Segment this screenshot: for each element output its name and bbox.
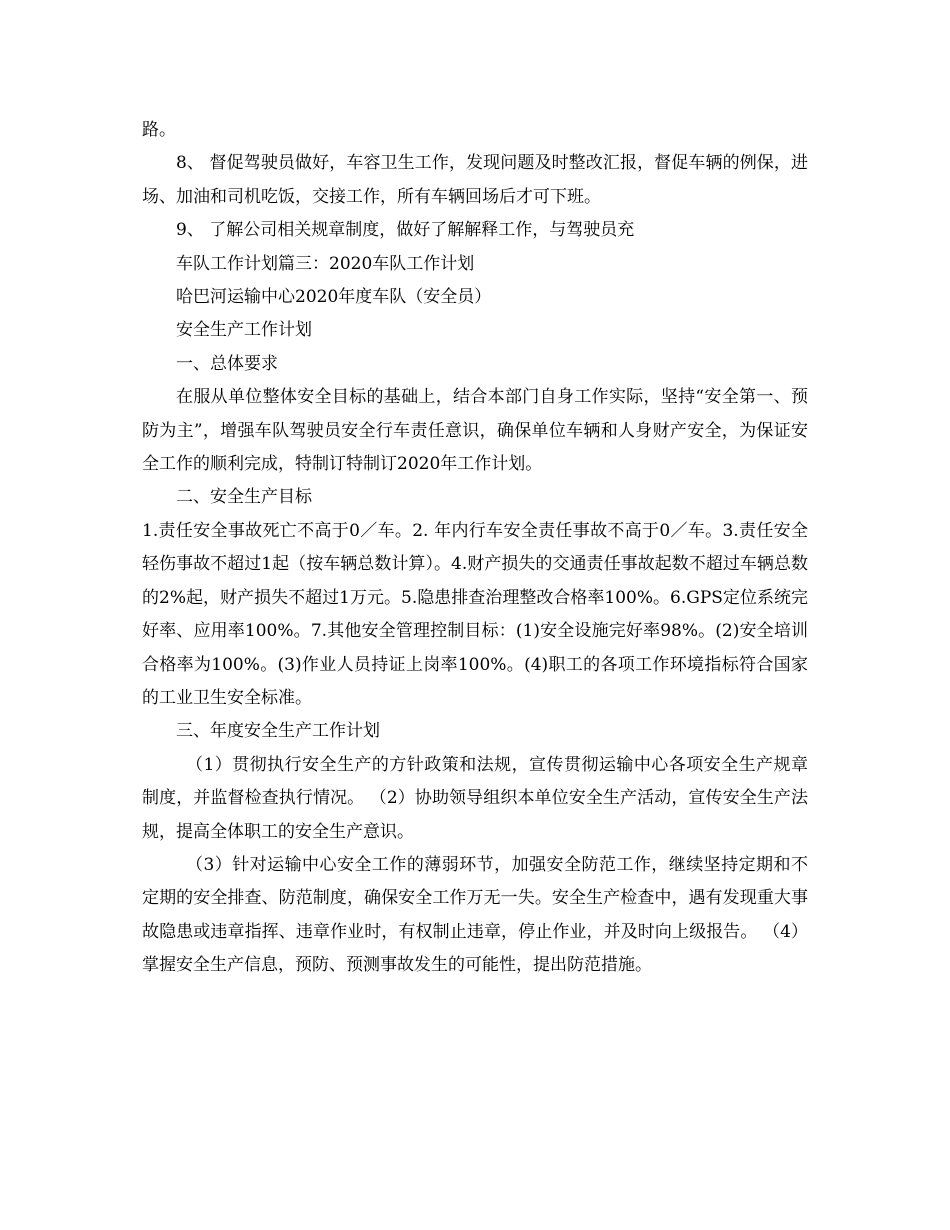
heading-safety-goals: 二、安全生产目标 [176,487,312,508]
section-title-fleet-plan-3: 车队工作计划篇三：2020车队工作计划 [176,253,475,274]
paragraph-annual-plan-1-2: （1）贯彻执行安全生产的方针政策和法规，宣传贯彻运输中心各项安全生产规章制度，并监督检查执行情况。 （2）协助领导组织本单位安全生产活动，宣传安全生产法规，提高全体职工的安全生产意识。 [142,754,808,842]
paragraph-item-9: 9、 了解公司相关规章制度，做好了解解释工作，与驾驶员充 [176,220,635,241]
paragraph-safety-goals: 1.责任安全事故死亡不高于0／车。2. 年内行车安全责任事故不高于0／车。3.责任安全轻伤事故不超过1起（按车辆总数计算）。4.财产损失的交通责任事故起数不超过车辆总数的2%起，财产损失不超过1万元。5.隐患排查治理整改合格率100%。6.GPS定位系统完好率、应用率100%。7.其他安全管理控制目标：(1)安全设施完好率98%。(2)安全培训合格率为100%。(3)作业人员持证上岗率100%。(4)职工的各项工作环境指标符合国家的工业卫生安全标准。 [142,520,808,708]
document-body [142,114,808,983]
paragraph-general-requirements: 在服从单位整体安全目标的基础上，结合本部门自身工作实际，坚持“安全第一、预防为主”，增强车队驾驶员安全行车责任意识，确保单位车辆和人身财产安全，为保证安全工作的顺利完成，特制订特制订2020年工作计划。 [142,387,808,475]
paragraph-annual-plan-3-4: （3）针对运输中心安全工作的薄弱环节，加强安全防范工作，继续坚持定期和不定期的安全排查、防范制度，确保安全工作万无一失。安全生产检查中，遇有发现重大事故隐患或违章指挥、违章作业时，有权制止违章，停止作业，并及时向上级报告。 （4）掌握安全生产信息，预防、预测事故发生的可能性，提出防范措施。 [142,854,808,976]
plan-subtitle-safety: 安全生产工作计划 [176,320,312,341]
heading-general-requirements: 一、总体要求 [176,353,278,374]
plan-subtitle-center: 哈巴河运输中心2020年度车队（安全员） [176,287,492,308]
paragraph-item-8: 8、 督促驾驶员做好，车容卫生工作，发现问题及时整改汇报，督促车辆的例保，进场、加油和司机吃饭，交接工作，所有车辆回场后才可下班。 [142,153,808,207]
paragraph-road-end: 路。 [142,120,176,140]
heading-annual-plan: 三、年度安全生产工作计划 [176,721,380,742]
